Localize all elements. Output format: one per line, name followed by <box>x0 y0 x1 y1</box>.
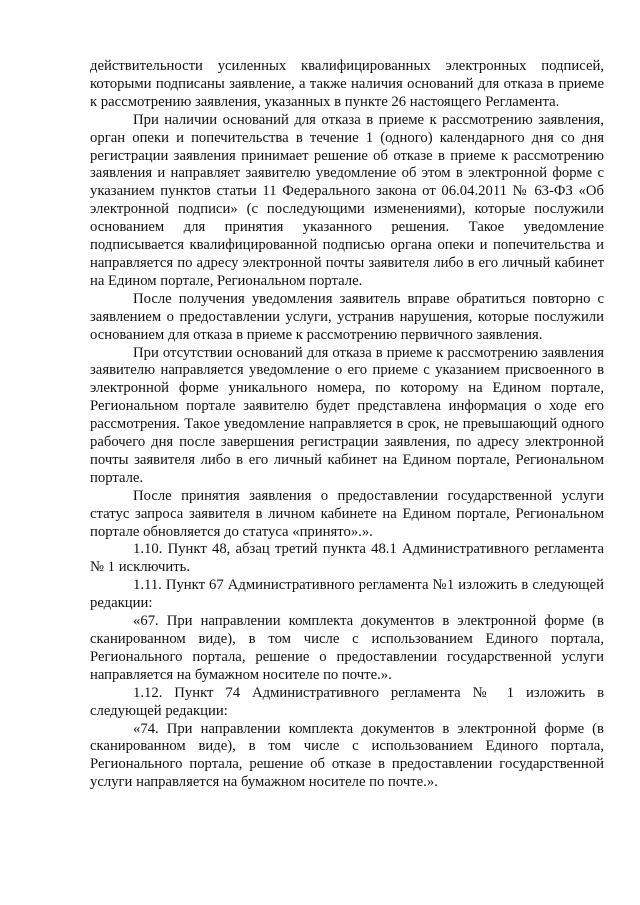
document-page <box>90 58 604 792</box>
paragraph-refusal-grounds: При наличии оснований для отказа в приеме к рассмотрению заявления, орган опеки и попечительства в течение 1 (одного) календарного дня со дня регистрации заявления принимает решение об отказе в приеме к рассмотрению заявления и направляет заявителю уведомление об этом в электронной форме с указанием пунктов статьи 11 Федерального закона от 06.04.2011 № 63-ФЗ «Об электронной подписи» (с последующими изменениями), которые послужили основанием для принятия указанного решения. Такое уведомление подписывается квалифицированной подписью органа опеки и попечительства и направляется по адресу электронной почты заявителя либо в его личный кабинет на Едином портале, Региональном портале. <box>90 111 604 289</box>
paragraph-acceptance-notice: При отсутствии оснований для отказа в приеме к рассмотрению заявления заявителю направляется уведомление о его приеме с указанием присвоенного в электронной форме уникального номера, по которому на Едином портале, Региональном портале заявителю будет представлена информация о ходе его рассмотрения. Такое уведомление направляется в срок, не превышающий одного рабочего дня после завершения регистрации заявления, по адресу электронной почты заявителя либо в его личный кабинет на Едином портале, Региональном портале. <box>90 344 604 486</box>
paragraph-item-1-11: 1.11. Пункт 67 Административного регламента №1 изложить в следующей редакции: <box>90 577 604 612</box>
paragraph-status-update: После принятия заявления о предоставлении государственной услуги статус запроса заявителя в личном кабинете на Едином портале, Региональном портале обновляется до статуса «принято».». <box>90 487 604 540</box>
paragraph-continuation: действительности усиленных квалифицированных электронных подписей, которыми подписаны заявление, а также наличия оснований для отказа в приеме к рассмотрению заявления, указанных в пункте 26 настоящего Регламента. <box>90 58 604 110</box>
paragraph-repeat-application: После получения уведомления заявитель вправе обратиться повторно с заявлением о предоставлении услуги, устранив нарушения, которые послужили основанием для отказа в приеме к рассмотрению первичного заявления. <box>90 290 604 343</box>
paragraph-item-1-12: 1.12. Пункт 74 Административного регламента № 1 изложить в следующей редакции: <box>90 684 604 719</box>
paragraph-item-1-10: 1.10. Пункт 48, абзац третий пункта 48.1 Административного регламента № 1 исключить. <box>90 541 604 576</box>
paragraph-quote-67: «67. При направлении комплекта документов в электронной форме (в сканированном виде), в том числе с использованием Единого портала, Регионального портала, решение о предоставлении государственной услуги направляется на бумажном носителе по почте.». <box>90 613 604 683</box>
paragraph-quote-74: «74. При направлении комплекта документов в электронной форме (в сканированном виде), в том числе с использованием Единого портала, Регионального портала, решение об отказе в предоставлении государственной услуги направляется на бумажном носителе по почте.». <box>90 720 604 791</box>
